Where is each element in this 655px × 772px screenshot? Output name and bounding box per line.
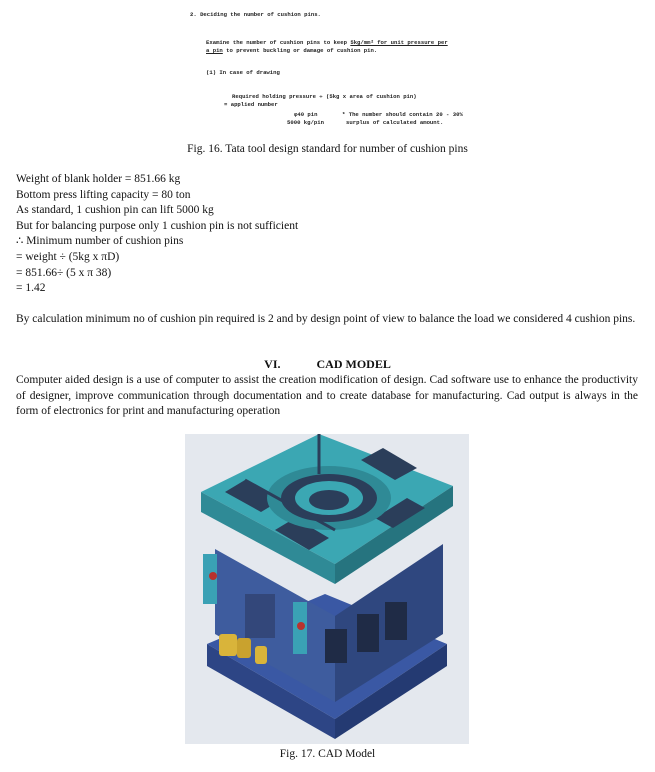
figure-17-cad-image: [185, 434, 469, 744]
yellow-cylinder: [219, 634, 237, 656]
calc-line: = 851.66÷ (5 x π 38): [16, 266, 112, 279]
scan-line: (1) In case of drawing: [206, 69, 280, 76]
calc-line: ∴ Minimum number of cushion pins: [16, 235, 184, 248]
figure-16-scan: [190, 8, 480, 136]
mechanism-block: [245, 594, 275, 638]
scan-line: Required holding pressure ÷ (5kg x area of cushion pin): [232, 93, 417, 100]
figure-16-caption: Fig. 16. Tata tool design standard for number of cushion pins: [187, 143, 468, 155]
red-marker: [297, 622, 305, 630]
section-number: VI.: [264, 357, 281, 371]
calc-line: Bottom press lifting capacity = 80 ton: [16, 188, 191, 201]
section-title: CAD MODEL: [316, 357, 391, 371]
conclusion-paragraph: By calculation minimum no of cushion pin required is 2 and by design point of view to balance the load we considered 4 cushion pins.: [16, 313, 636, 325]
calc-line: Weight of blank holder = 851.66 kg: [16, 173, 181, 185]
section-heading: [0, 357, 655, 372]
calc-line: As standard, 1 cushion pin can lift 5000 kg: [16, 204, 214, 217]
scan-line: * The number should contain 20 - 30%: [342, 111, 463, 118]
scan-line: = applied number: [224, 101, 278, 108]
central-bore: [309, 490, 349, 510]
scan-line: 5000 kg/pin: [287, 119, 324, 126]
cad-paragraph: Computer aided design is a use of computer to assist the creation modification of design. Cad software use to enhance the productivity of designer, improve communication through documentation and to create database for manufacturing. Cad output is always in the form of electronics for print and manufacturing operation: [16, 374, 638, 417]
scan-heading: 2. Deciding the number of cushion pins.: [190, 11, 321, 18]
scan-line: [206, 48, 377, 55]
calc-line: = weight ÷ (5kg x πD): [16, 250, 120, 263]
mechanism-block: [385, 602, 407, 640]
yellow-cylinder: [255, 646, 267, 664]
scan-underlined-text: a pin: [206, 47, 223, 54]
red-marker: [209, 572, 217, 580]
calc-line: But for balancing purpose only 1 cushion pin is not sufficient: [16, 219, 299, 232]
figure-17-caption: Fig. 17. CAD Model: [279, 748, 376, 760]
scan-text: to prevent buckling or damage of cushion pin.: [222, 47, 378, 54]
yellow-cylinder: [237, 638, 251, 658]
scan-line: φ40 pin: [294, 111, 318, 118]
calc-line: = 1.42: [16, 282, 46, 295]
scan-line: surplus of calculated amount.: [346, 119, 444, 126]
calculation-block: [16, 172, 298, 297]
mechanism-block: [325, 629, 347, 663]
mechanism-block: [357, 614, 379, 652]
scan-underlined-text: 5kg/mm² for unit pressure per: [350, 39, 448, 46]
scan-line: [206, 40, 448, 47]
scan-text: Examine the number of cushion pins to keep: [206, 39, 351, 46]
